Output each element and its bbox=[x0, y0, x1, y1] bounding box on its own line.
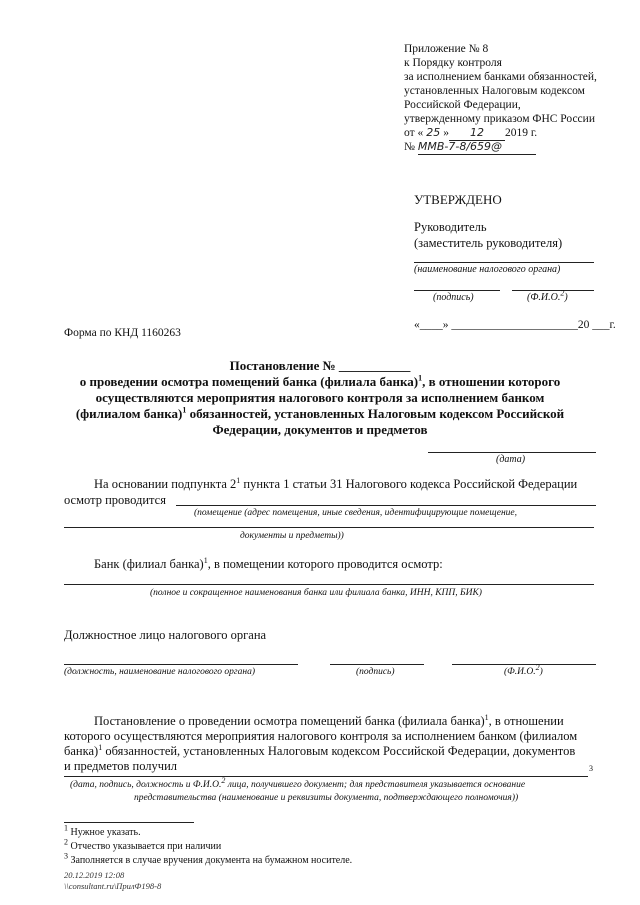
appendix-line: к Порядку контроля bbox=[404, 57, 502, 69]
received-line-field bbox=[64, 776, 588, 777]
number-value: ММВ-7-8/659@ bbox=[418, 140, 536, 155]
received-line: Постановление о проведении осмотра помещений банка (филиала банка)$^1$, в отношении bbox=[94, 712, 564, 728]
basis-text: На основании подпункта $2^1$ пункта 1 статьи 31 Налогового кодекса Российской Федерации bbox=[94, 475, 578, 491]
org-line bbox=[414, 262, 594, 263]
received-caption-line: представительства (наименование и реквизиты документа, подтверждающего полномочия)) bbox=[134, 793, 519, 803]
footnote: $^3$ Заполняется в случае вручения документа на бумажном носителе. bbox=[64, 851, 353, 866]
date-month: 12 bbox=[449, 126, 505, 141]
title-line: (филиалом банка)$^1$ обязанностей, установленных Налоговым кодексом Российской bbox=[75, 405, 565, 421]
position-caption: (должность, наименование налогового органа) bbox=[64, 667, 255, 677]
sign-caption: (подпись) bbox=[433, 292, 474, 303]
number-prefix: № bbox=[404, 141, 415, 153]
basis-line2: осмотр проводится bbox=[64, 493, 166, 507]
appendix-block bbox=[404, 42, 634, 154]
premises-caption: (помещение (адрес помещения, иные сведения, идентифицирующие помещение, bbox=[194, 508, 518, 518]
appendix-line: Российской Федерации, bbox=[404, 99, 521, 111]
bank-line bbox=[64, 584, 594, 585]
premises-line bbox=[176, 505, 596, 506]
received-paragraph bbox=[64, 714, 596, 774]
premises-line-2 bbox=[64, 527, 594, 528]
sign-line bbox=[414, 290, 500, 291]
appendix-number bbox=[404, 140, 634, 154]
appendix-line: утвержденному приказом ФНС России bbox=[404, 113, 595, 125]
date-prefix: от « bbox=[404, 127, 424, 139]
title-line: Постановление № ___________ bbox=[229, 358, 411, 373]
approval-date-line: «____» ______________________20 ___г. bbox=[414, 319, 616, 331]
bank-text: Банк (филиал банка)$^1$, в помещении которого проводится осмотр: bbox=[94, 555, 443, 571]
received-mark: 3 bbox=[589, 764, 593, 773]
appendix-date bbox=[404, 126, 634, 140]
appendix-line: установленных Налоговым кодексом bbox=[404, 85, 585, 97]
premises-caption-2: документы и предметы)) bbox=[240, 531, 344, 541]
stamp-line: 20.12.2019 12:08 bbox=[64, 870, 125, 880]
fio-line bbox=[512, 290, 594, 291]
official-sign-caption: (подпись) bbox=[356, 667, 395, 677]
approval-deputy: (заместитель руководителя) bbox=[414, 236, 563, 250]
date-caption: (дата) bbox=[496, 454, 526, 465]
received-caption-line: (дата, подпись, должность и Ф.И.О.$^2$ лица, получившего документ; для представителя указывается основание bbox=[70, 775, 526, 790]
org-caption: (наименование налогового органа) bbox=[414, 264, 561, 275]
received-line: которого осуществляются мероприятия налогового контроля за исполнением банком (филиалом bbox=[64, 729, 578, 743]
footnote: $^1$ Нужное указать. bbox=[64, 823, 141, 838]
official-fio-line bbox=[452, 664, 596, 665]
date-day: 25 bbox=[426, 126, 441, 139]
appendix-line: Приложение № 8 bbox=[404, 43, 489, 55]
print-stamp bbox=[64, 870, 161, 892]
received-line: и предметов получил bbox=[64, 759, 178, 773]
official-label: Должностное лицо налогового органа bbox=[64, 628, 267, 642]
footnote-divider bbox=[64, 822, 194, 823]
received-line: банка)$^1$ обязанностей, установленных Налоговым кодексом Российской Федерации, документов bbox=[64, 742, 576, 758]
official-fio-caption: (Ф.И.О.$^2$) bbox=[504, 662, 543, 677]
title-line: Федерации, документов и предметов bbox=[212, 422, 428, 437]
received-caption bbox=[64, 775, 604, 805]
date-field-line bbox=[428, 452, 596, 453]
footnote: $^2$ Отчество указывается при наличии bbox=[64, 837, 222, 852]
form-code: Форма по КНД 1160263 bbox=[64, 327, 181, 339]
appendix-line: за исполнением банками обязанностей, bbox=[404, 71, 597, 83]
title-line: осуществляются мероприятия налогового контроля за исполнением банком bbox=[95, 390, 545, 405]
fio-caption: (Ф.И.О.$^2$) bbox=[527, 288, 568, 303]
official-sign-line bbox=[330, 664, 424, 665]
footnotes bbox=[64, 823, 353, 868]
position-line bbox=[64, 664, 298, 665]
document-title bbox=[40, 358, 600, 438]
stamp-line: \\consultant.ru\ПрилФ198-8 bbox=[64, 881, 162, 891]
date-year: 2019 г. bbox=[505, 127, 538, 139]
bank-caption: (полное и сокращенное наименования банка или филиала банка, ИНН, КПП, БИК) bbox=[150, 588, 482, 598]
date-mid: » bbox=[443, 127, 449, 139]
title-line: о проведении осмотра помещений банка (филиала банка)$^1$, в отношении которого bbox=[79, 373, 561, 389]
approval-head: Руководитель bbox=[414, 220, 487, 234]
approval-title: УТВЕРЖДЕНО bbox=[414, 192, 502, 207]
